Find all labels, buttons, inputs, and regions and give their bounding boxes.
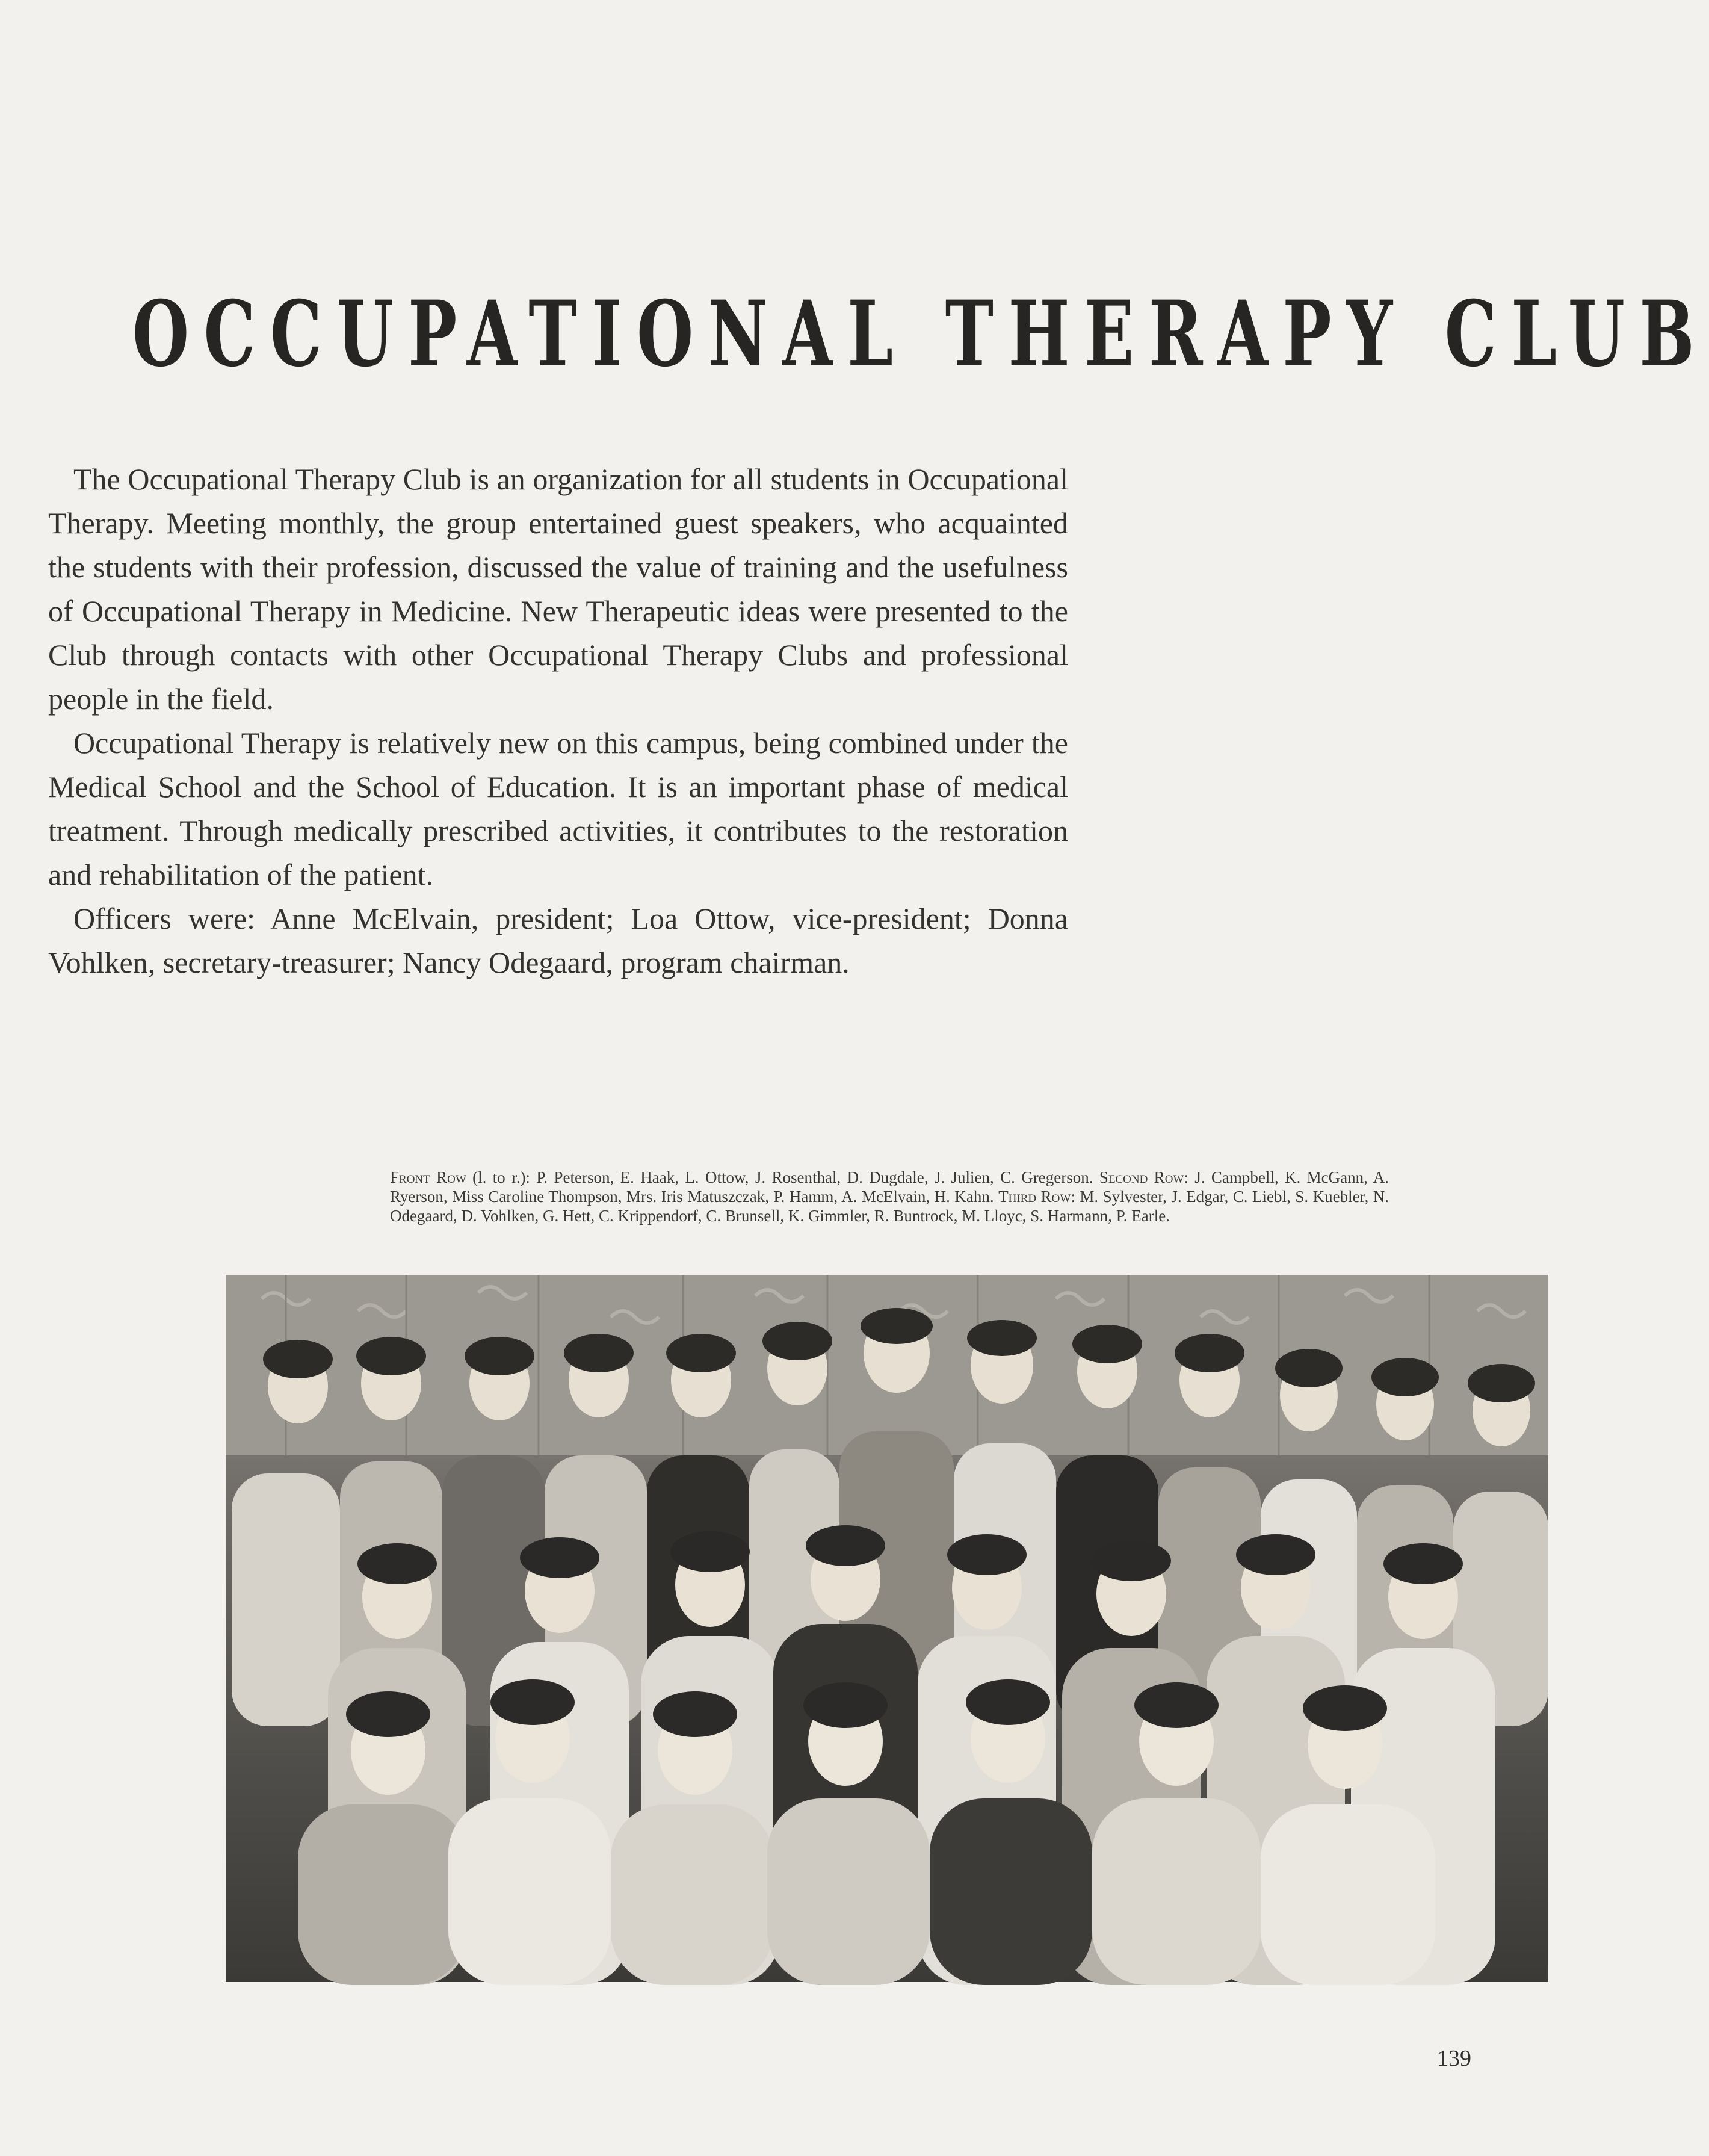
group-photo-illustration — [226, 1275, 1548, 1982]
page-number: 139 — [1437, 2046, 1471, 2071]
caption-third-label: Third Row: — [998, 1188, 1075, 1206]
caption-front-names: (l. to r.): P. Peterson, E. Haak, L. Ottow, J. Rosenthal, D. Dugdale, J. Julien, C. Gregerson. — [466, 1168, 1099, 1186]
photo-caption — [390, 1168, 1389, 1225]
page-title: OCCUPATIONAL THERAPY CLUB — [132, 281, 1709, 387]
caption-third-names: M. Sylvester, J. Edgar, C. Liebl, S. Kuebler, N. Odegaard, D. Vohlken, G. Hett, C. Krippendorf, C. Brunsell, K. Gimmler, R. Buntrock, M. Lloyc, S. Harmann, P. Earle. — [390, 1188, 1389, 1225]
paragraph-campus: Occupational Therapy is relatively new on this campus, being combined under the Medical School and the School of Education. It is an important phase of medical treatment. Through medically prescribed activities, it contributes to the restoration and rehabilitation of the patient. — [48, 726, 1068, 891]
group-photo — [226, 1275, 1548, 1982]
caption-second-names: J. Campbell, K. McGann, A. Ryerson, Miss Caroline Thompson, Mrs. Iris Matuszczak, P. Hamm, A. McElvain, H. Kahn. — [390, 1168, 1389, 1206]
caption-second-label: Second Row: — [1099, 1168, 1188, 1186]
paragraph-officers: Officers were: Anne McElvain, president; Loa Ottow, vice-president; Donna Vohlken, secretary-treasurer; Nancy Odegaard, program chairman. — [48, 902, 1068, 979]
caption-front-label: Front Row — [390, 1168, 466, 1186]
paragraph-intro: The Occupational Therapy Club is an organization for all students in Occupational Therapy. Meeting monthly, the group entertained guest speakers, who acquainted the students with their profession, discussed the value of training and the usefulness of Occupational Therapy in Medicine. New Therapeutic ideas were presented to the Club through contacts with other Occupational Therapy Clubs and professional people in the field. — [48, 462, 1068, 716]
article-body — [48, 457, 1068, 985]
